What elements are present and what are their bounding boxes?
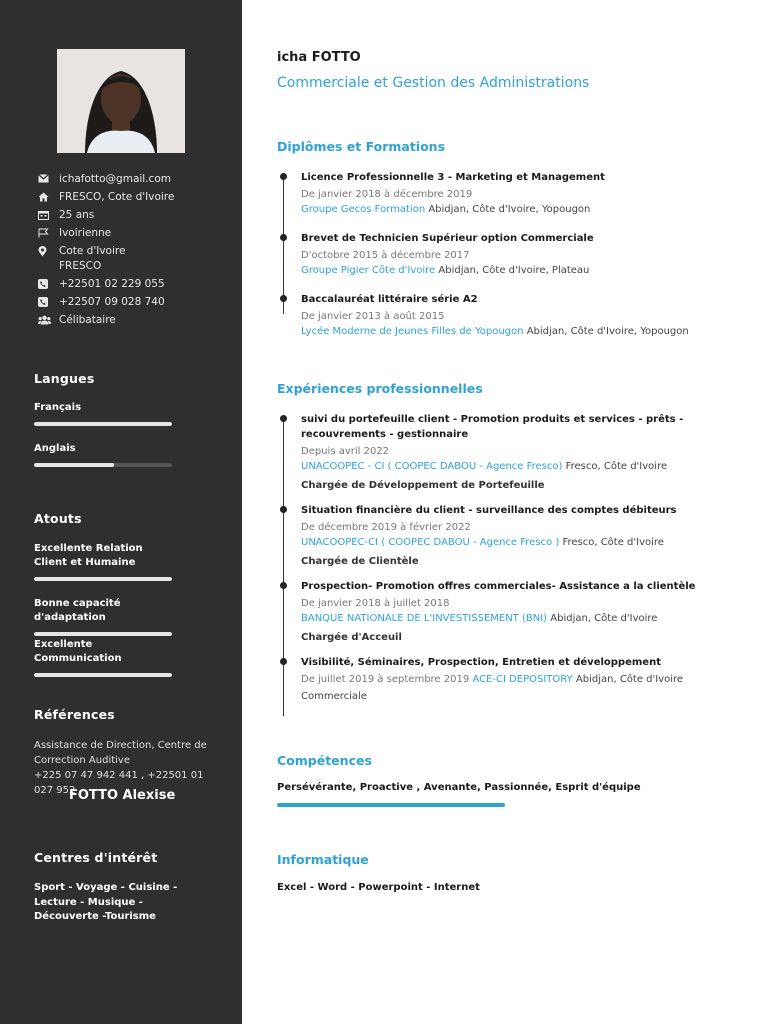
language-item-anglais — [34, 442, 174, 467]
informatique-title: Informatique — [277, 852, 369, 867]
language-label: Anglais — [34, 443, 76, 454]
experience-entry — [283, 412, 763, 493]
timeline-dot — [280, 506, 287, 513]
experience-title: Expériences professionnelles — [277, 381, 483, 396]
reference-name: FOTTO Alexise — [69, 788, 176, 803]
education-title: Diplômes et Formations — [277, 139, 446, 154]
entry-org-name: UNACOOPEC-CI ( COOPEC DABOU - Agence Fresco ) — [301, 536, 560, 548]
entry-date: Depuis avril 2022 — [301, 446, 390, 457]
strength-level-fill — [34, 632, 172, 636]
entry-org — [301, 203, 763, 218]
strength-level-bar — [34, 673, 172, 677]
contact-nationality — [38, 226, 238, 241]
languages-title: Langues — [34, 371, 95, 386]
interests-text: Sport - Voyage - Cuisine - Lecture - Musique - Découverte -Tourisme — [34, 882, 178, 922]
entry-place: Fresco, Côte d'Ivoire — [565, 460, 668, 472]
strength-label: Bonne capacité d'adaptation — [34, 598, 121, 623]
entry-org-name: Groupe Pigier Côte d'Ivoire — [301, 264, 436, 276]
main-content — [242, 0, 768, 1024]
entry-org-name: ACE-CI DEPOSITORY — [472, 674, 573, 685]
contact-phone-1 — [38, 277, 238, 292]
entry-date: D'octobre 2015 à décembre 2017 — [301, 250, 470, 261]
map-pin-icon — [38, 244, 59, 257]
entry-role: Chargée de Clientèle — [301, 556, 419, 567]
entry-date-text: De juillet 2019 à septembre 2019 — [301, 674, 470, 685]
education-timeline — [283, 170, 763, 339]
timeline-dot — [280, 295, 287, 302]
contact-marital-status-text: Célibataire — [59, 313, 116, 326]
strength-level-fill — [34, 673, 172, 677]
entry-place: Fresco, Côte d'Ivoire — [562, 536, 664, 548]
strength-item — [34, 638, 174, 677]
language-level-bar — [34, 422, 172, 426]
home-icon — [38, 190, 59, 202]
entry-title: Licence Professionnelle 3 - Marketing et Management — [301, 172, 605, 183]
contact-phone-2 — [38, 295, 238, 310]
entry-title: suivi du portefeuille client - Promotion produits et services - prêts - recouvrements - gestionnaire — [301, 414, 684, 440]
profile-photo — [57, 49, 185, 153]
language-item-francais — [34, 401, 174, 426]
timeline-dot — [280, 658, 287, 665]
language-level-fill — [34, 422, 172, 426]
contact-nationality-text: Ivoirienne — [59, 227, 112, 239]
person-name: icha FOTTO — [277, 50, 361, 65]
entry-place: Abidjan, Côte d'Ivoire, Yopougon — [428, 203, 591, 215]
phone-icon — [38, 277, 59, 289]
strengths-title: Atouts — [34, 511, 82, 526]
reference-details: Assistance de Direction, Centre de Correction Auditive — [34, 740, 207, 766]
strength-item — [34, 597, 174, 636]
contact-marital-status — [38, 313, 238, 328]
users-icon — [38, 313, 59, 325]
strength-level-bar — [34, 577, 172, 581]
reference-phones: +225 07 47 942 441 , +22501 01 027 952 — [34, 770, 204, 796]
calendar-icon — [38, 208, 59, 220]
strength-label: Excellente Relation Client et Humaine — [34, 543, 143, 568]
entry-org — [301, 264, 763, 279]
timeline-dot — [280, 415, 287, 422]
timeline-dot — [280, 173, 287, 180]
competences-title: Compétences — [277, 753, 372, 768]
person-portrait-icon — [57, 49, 185, 153]
informatique-text: Excel - Word - Powerpoint - Internet — [277, 882, 480, 893]
experience-entry — [283, 503, 763, 569]
entry-date: De janvier 2018 à juillet 2018 — [301, 598, 450, 609]
entry-org — [301, 536, 763, 551]
contact-list — [38, 172, 238, 331]
entry-role: Commerciale — [301, 690, 367, 702]
entry-date: De janvier 2018 à décembre 2019 — [301, 189, 473, 200]
entry-title: Baccalauréat littéraire série A2 — [301, 294, 478, 305]
education-entry — [283, 292, 763, 339]
entry-role: Chargée de Développement de Portefeuille — [301, 480, 545, 491]
contact-phone-1-text: +22501 02 229 055 — [59, 277, 165, 290]
flag-icon — [38, 226, 59, 238]
entry-org — [301, 325, 763, 340]
entry-title: Situation financière du client - surveillance des comptes débiteurs — [301, 505, 677, 516]
entry-org-name: Lycée Moderne de Jeunes Filles de Yopougon — [301, 325, 524, 337]
entry-title: Brevet de Technicien Supérieur option Commerciale — [301, 233, 594, 244]
references-title: Références — [34, 707, 115, 722]
entry-date: De janvier 2013 à août 2015 — [301, 311, 445, 322]
sidebar — [0, 0, 242, 1024]
contact-email — [38, 172, 238, 187]
reference-block — [34, 738, 214, 803]
timeline-dot — [280, 234, 287, 241]
experience-timeline — [283, 412, 763, 704]
language-label: Français — [34, 402, 82, 413]
entry-org-name: UNACOOPEC - CI ( COOPEC DABOU - Agence Fresco) — [301, 460, 563, 472]
entry-org — [472, 674, 683, 685]
experience-entry — [283, 655, 763, 704]
strength-level-bar — [34, 632, 172, 636]
strength-item — [34, 542, 174, 581]
interests-title: Centres d'intérêt — [34, 850, 158, 865]
entry-org-name: Groupe Gecos Formation — [301, 203, 426, 215]
contact-location — [38, 244, 238, 273]
education-entry — [283, 170, 763, 217]
contact-age — [38, 208, 238, 223]
job-title: Commerciale et Gestion des Administrations — [277, 75, 590, 91]
entry-title: Visibilité, Séminaires, Prospection, Entretien et développement — [301, 657, 661, 668]
timeline-dot — [280, 582, 287, 589]
competences-text: Persévérante, Proactive , Avenante, Passionnée, Esprit d'équipe — [277, 782, 641, 793]
strength-level-fill — [34, 577, 172, 581]
entry-title: Prospection- Promotion offres commerciales- Assistance a la clientèle — [301, 581, 696, 592]
entry-place: Abidjan, Côte d'Ivoire — [550, 612, 658, 624]
phone-icon — [38, 295, 59, 307]
contact-age-text: 25 ans — [59, 209, 95, 221]
contact-address-text: FRESCO, Cote d'Ivoire — [59, 191, 175, 203]
language-level-bar — [34, 463, 172, 467]
entry-org — [301, 612, 763, 627]
contact-address — [38, 190, 238, 205]
contact-phone-2-text: +22507 09 028 740 — [59, 295, 165, 308]
entry-date: De décembre 2019 à février 2022 — [301, 522, 471, 533]
language-level-fill — [34, 463, 114, 467]
envelope-icon — [38, 172, 59, 183]
entry-place: Abidjan, Côte d'Ivoire, Yopougon — [526, 325, 689, 337]
education-entry — [283, 231, 763, 278]
contact-email-text: ichafotto@gmail.com — [59, 173, 171, 185]
competences-level-bar — [277, 803, 505, 807]
entry-place: Abidjan, Côte d'Ivoire, Plateau — [438, 264, 590, 276]
entry-date — [301, 673, 763, 688]
contact-location-text: Cote d'Ivoire FRESCO — [59, 245, 126, 272]
entry-role: Chargée d'Acceuil — [301, 632, 402, 643]
entry-org-name: BANQUE NATIONALE DE L'INVESTISSEMENT (BNI) — [301, 612, 548, 624]
experience-entry — [283, 579, 763, 645]
entry-org — [301, 460, 763, 475]
entry-place: Abidjan, Côte d'Ivoire — [575, 674, 684, 685]
strength-label: Excellente Communication — [34, 639, 122, 664]
